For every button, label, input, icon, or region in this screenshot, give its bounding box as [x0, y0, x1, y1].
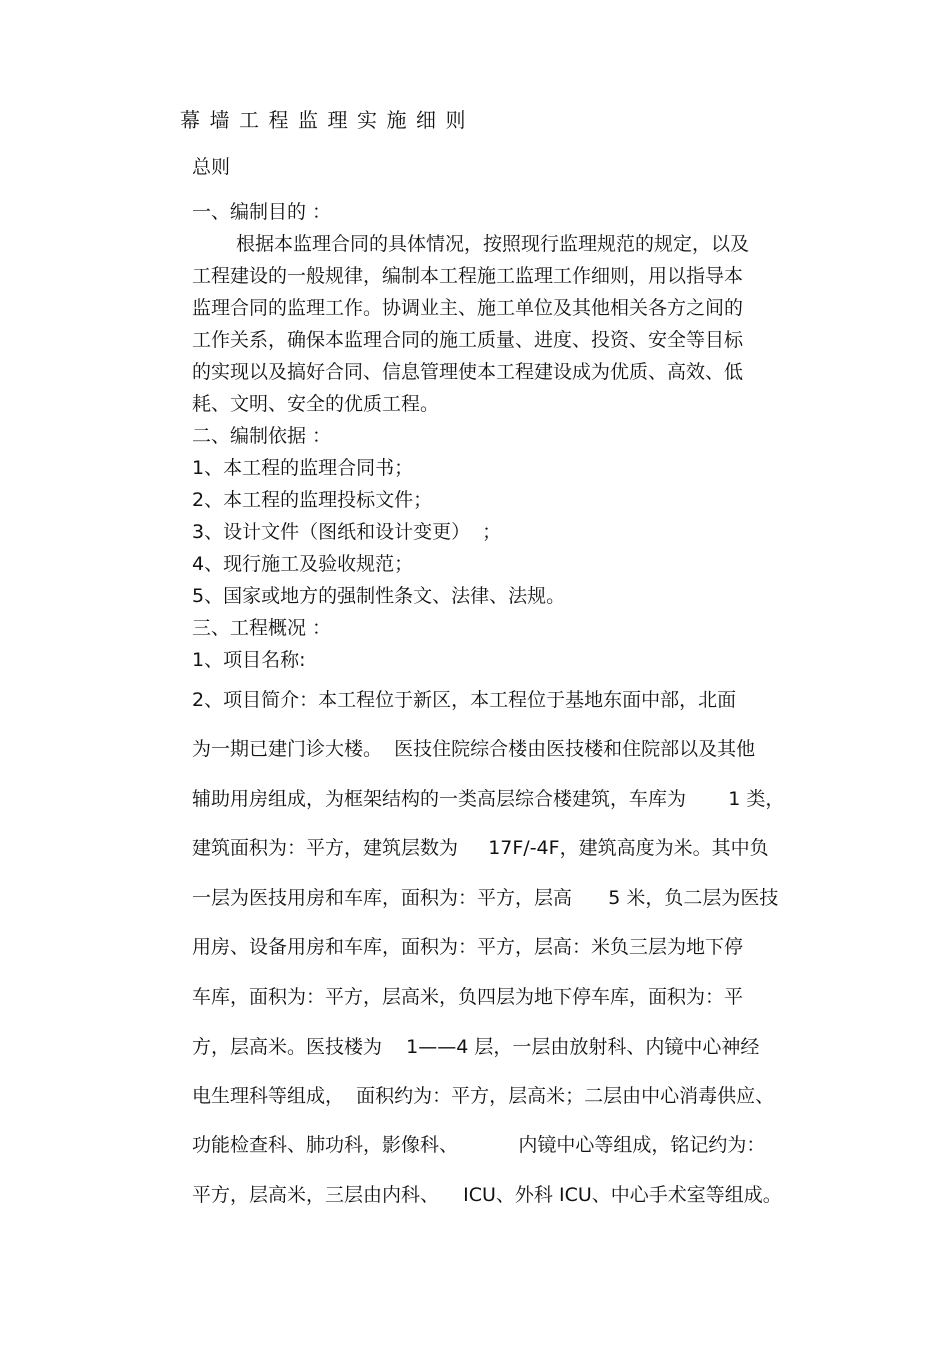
overview-line: 辅助用房组成，为框架结构的一类高层综合楼建筑，车库为 1 类，: [192, 788, 785, 810]
overview-line: 为一期已建门诊大楼。 医技住院综合楼由医技楼和住院部以及其他: [192, 738, 756, 760]
basis-item: 5、国家或地方的强制性条文、法律、法规。: [192, 585, 566, 607]
purpose-line: 工作关系，确保本监理合同的施工质量、进度、投资、安全等目标: [192, 329, 744, 351]
purpose-line: 根据本监理合同的具体情况，按照现行监理规范的规定，以及: [236, 233, 750, 255]
heading-basis: 二、编制依据 ：: [192, 425, 332, 447]
purpose-line: 监理合同的监理工作。协调业主、施工单位及其他相关各方之间的: [192, 297, 744, 319]
purpose-line: 工程建设的一般规律，编制本工程施工监理工作细则，用以指导本: [192, 265, 744, 287]
overview-line: 平方，层高米，三层由内科、 ICU、外科 ICU、中心手术室等组成。: [192, 1184, 782, 1206]
overview-line: 方，层高米。医技楼为 1——4 层，一层由放射科、内镜中心神经: [192, 1036, 760, 1058]
purpose-line: 耗、文明、安全的优质工程。: [192, 393, 440, 415]
overview-line: 功能检查科、肺功科，影像科、 内镜中心等组成，铭记约为：: [192, 1134, 766, 1156]
heading-purpose: 一、编制目的 ：: [192, 201, 332, 223]
document-title: 幕墙工程监理实施细则: [180, 108, 475, 132]
purpose-line: 的实现以及搞好合同、信息管理使本工程建设成为优质、高效、低: [192, 361, 744, 383]
overview-line: 电生理科等组成， 面积约为：平方，层高米；二层由中心消毒供应、: [192, 1085, 775, 1107]
overview-line: 用房、设备用房和车库，面积为：平方，层高：米负三层为地下停: [192, 936, 744, 958]
overview-line: 2、项目简介：本工程位于新区，本工程位于基地东面中部，北面: [192, 689, 737, 711]
basis-item: 1、本工程的监理合同书；: [192, 457, 414, 479]
section-general: 总则: [192, 156, 231, 178]
basis-item: 2、本工程的监理投标文件；: [192, 489, 433, 511]
overview-line: 建筑面积为：平方，建筑层数为 17F/-4F，建筑高度为米。其中负: [192, 837, 769, 859]
overview-project-name: 1、项目名称:: [192, 649, 306, 671]
basis-item: 3、设计文件（图纸和设计变更） ；: [192, 521, 502, 543]
basis-item: 4、现行施工及验收规范；: [192, 553, 414, 575]
overview-line: 一层为医技用房和车库，面积为：平方，层高 5 米，负二层为医技: [192, 887, 779, 909]
overview-line: 车库，面积为：平方，层高米，负四层为地下停车库，面积为：平: [192, 986, 744, 1008]
heading-overview: 三、工程概况 ：: [192, 617, 332, 639]
